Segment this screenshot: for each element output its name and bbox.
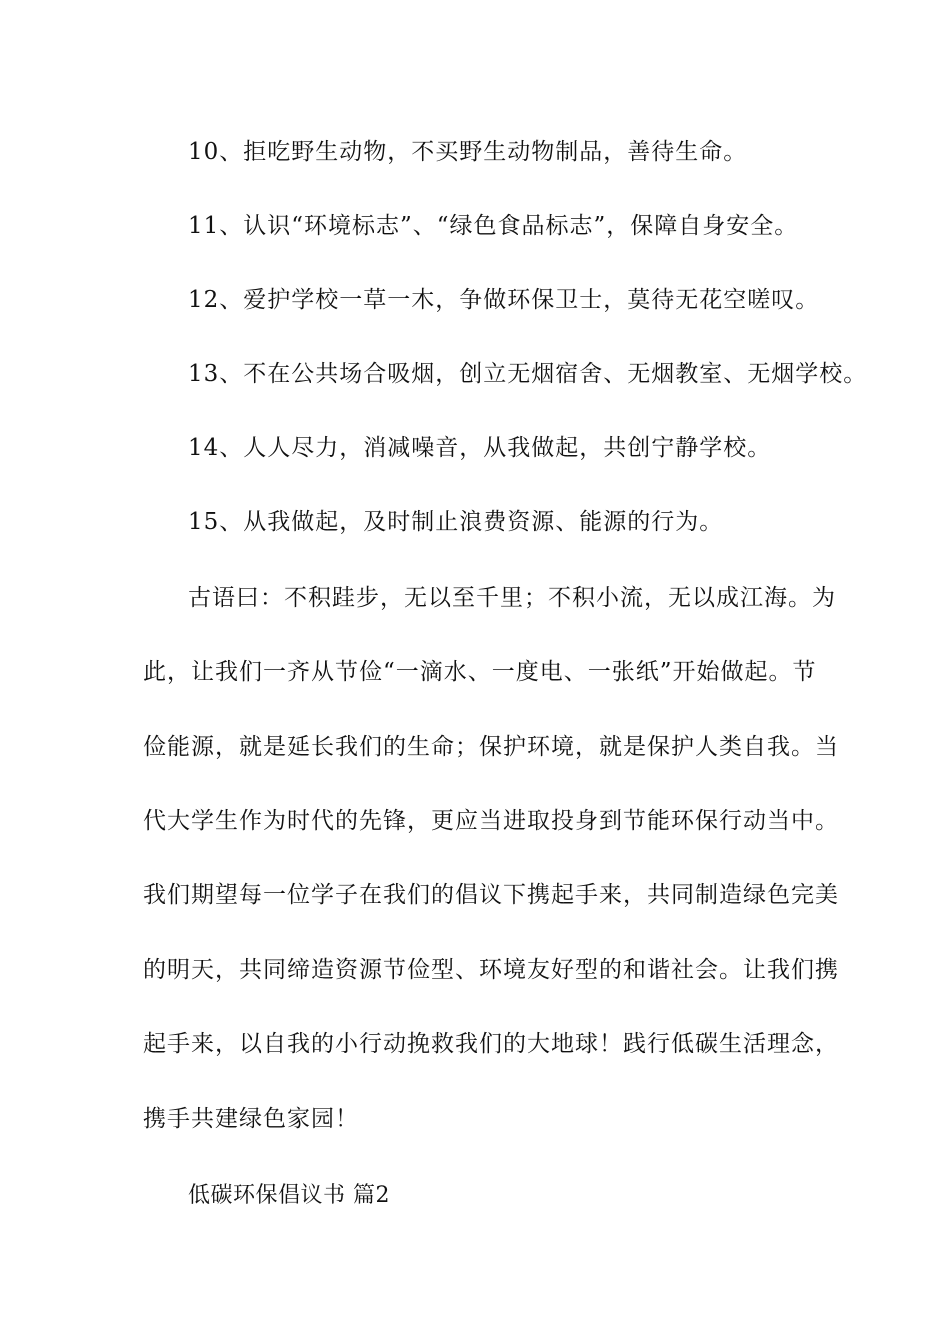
list-item: 11、认识“环境标志”、“绿色食品标志”，保障自身安全。 (188, 213, 799, 239)
section-title: 低碳环保倡议书 篇2 (188, 1183, 390, 1208)
paragraph-line: 此，让我们一齐从节俭“一滴水、一度电、一张纸”开始做起。节 (143, 659, 817, 685)
paragraph-line: 俭能源，就是延长我们的生命；保护环境，就是保护人类自我。当 (143, 734, 839, 760)
paragraph-line: 古语曰：不积跬步，无以至千里；不积小流，无以成江海。为 (188, 585, 836, 611)
paragraph-line: 起手来，以自我的小行动挽救我们的大地球！践行低碳生活理念， (143, 1031, 839, 1057)
paragraph-line: 携手共建绿色家园！ (143, 1106, 359, 1132)
paragraph-line: 我们期望每一位学子在我们的倡议下携起手来，共同制造绿色完美 (143, 882, 839, 908)
paragraph-line: 的明天，共同缔造资源节俭型、环境友好型的和谐社会。让我们携 (143, 957, 839, 983)
list-item: 10、拒吃野生动物，不买野生动物制品，善待生命。 (188, 139, 748, 165)
list-item: 13、不在公共场合吸烟，创立无烟宿舍、无烟教室、无烟学校。 (188, 361, 868, 387)
paragraph-line: 代大学生作为时代的先锋，更应当进取投身到节能环保行动当中。 (143, 808, 839, 834)
list-item: 15、从我做起，及时制止浪费资源、能源的行为。 (188, 509, 724, 535)
list-item: 12、爱护学校一草一木，争做环保卫士，莫待无花空嗟叹。 (188, 287, 820, 313)
list-item: 14、人人尽力，消减噪音，从我做起，共创宁静学校。 (188, 435, 772, 461)
